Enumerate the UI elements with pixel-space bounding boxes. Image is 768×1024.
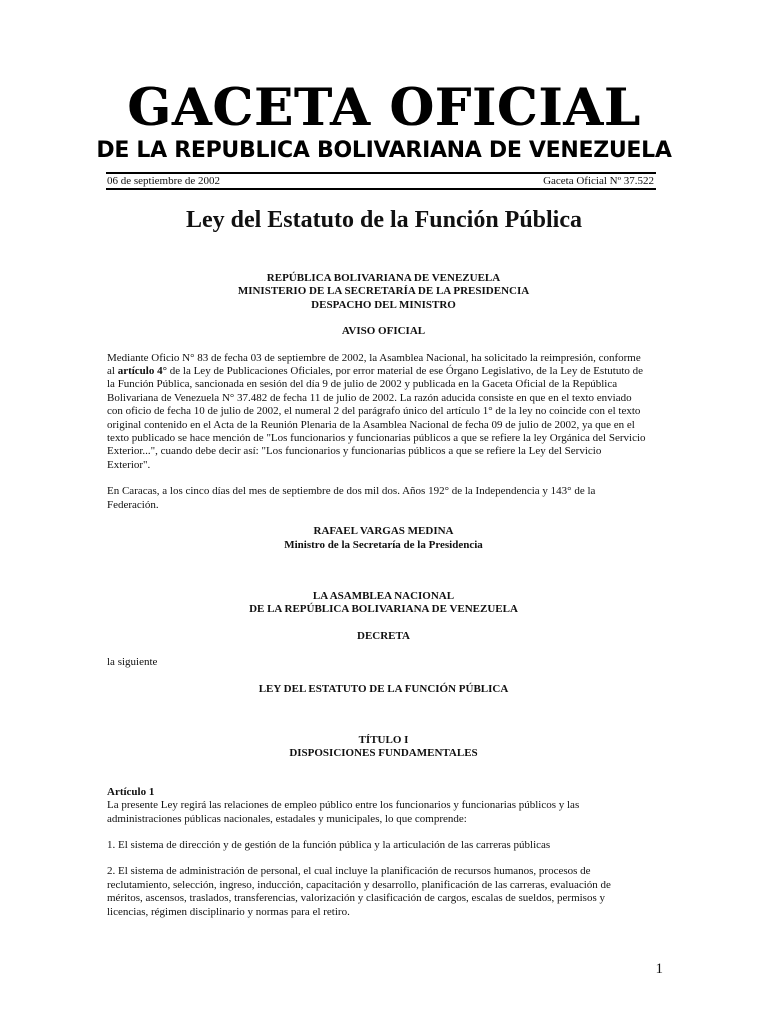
aviso-body-paragraph [107, 352, 660, 473]
header-rule-bottom [106, 188, 656, 190]
article-heading: Artículo 1 [107, 785, 155, 798]
paragraph-line: En Caracas, a los cinco días del mes de septiembre de dos mil dos. Años 192° de la Independencia y 143° de la [107, 485, 596, 498]
article-reference: artículo 4° [117, 365, 168, 378]
paragraph-line: administraciones públicas nacionales, estadales y municipales, lo que comprende: [107, 812, 467, 825]
article-item: 1. El sistema de dirección y de gestión de la función pública y la articulación de las carreras públicas [107, 838, 551, 851]
title-number: TÍTULO I [358, 733, 409, 746]
aviso-header-line: MINISTERIO DE LA SECRETARÍA DE LA PRESIDENCIA [237, 285, 530, 298]
paragraph-line: texto publicado se hace mención de "Los funcionarios y funcionarias públicos a que se refiere la ley Orgánica del Servicio [107, 432, 646, 445]
paragraph-line: 2. El sistema de administración de personal, el cual incluye la planificación de recursos humanos, procesos de [107, 865, 591, 878]
aviso-heading: AVISO OFICIAL [341, 325, 426, 338]
decree-law-name: LEY DEL ESTATUTO DE LA FUNCIÓN PÚBLICA [258, 682, 509, 695]
paragraph-line: original contenido en el Acta de la Reunión Plenaria de la Asamblea Nacional de fecha 09 de julio de 2002, ya que en el [107, 418, 635, 431]
masthead-title: GACETA OFICIAL [127, 78, 641, 138]
paragraph-line: méritos, ascensos, traslados, transferencias, valorización y clasificación de cargos, escalas de sueldos, permisos y [107, 892, 605, 905]
article-item [107, 865, 660, 919]
paragraph-line: con oficio de fecha 10 de julio de 2002, el numeral 2 del parágrafo único del artículo 1° de la ley no coincide con el texto [107, 405, 641, 418]
aviso-closing-paragraph [107, 485, 660, 512]
decree-issuer-line: DE LA REPÚBLICA BOLIVARIANA DE VENEZUELA [249, 603, 518, 616]
paragraph-line: La presente Ley regirá las relaciones de empleo público entre los funcionarios y funcionarias públicos y las [107, 799, 580, 812]
paragraph-line: Exterior". [107, 458, 151, 471]
issue-number: Gaceta Oficial Nº 37.522 [543, 175, 654, 187]
paragraph-line [107, 365, 660, 378]
paragraph-line: Exterior...", cuando debe decir así: "Los funcionarios y funcionarias públicos a que se refiere la Ley del Servicio [107, 445, 602, 458]
document-body [107, 272, 660, 919]
paragraph-line: licencias, régimen disciplinario y normas para el retiro. [107, 905, 350, 918]
paragraph-line: reclutamiento, selección, ingreso, inducción, capacitación y desarrollo, planificación de las carreras, evaluación de [107, 878, 611, 891]
aviso-header-line: REPÚBLICA BOLIVARIANA DE VENEZUELA [266, 272, 501, 284]
header-rule-top [106, 172, 656, 174]
decree-verb: DECRETA [357, 629, 410, 642]
paragraph-line: Bolivariana de Venezuela N° 37.482 de fecha 11 de julio de 2002. La razón aducida consiste en que en el texto enviado [107, 391, 632, 404]
law-title: Ley del Estatuto de la Función Pública [185, 207, 583, 233]
aviso-header-line: DESPACHO DEL MINISTRO [311, 298, 456, 311]
masthead-subtitle: DE LA REPUBLICA BOLIVARIANA DE VENEZUELA [96, 138, 672, 163]
title-name: DISPOSICIONES FUNDAMENTALES [289, 747, 478, 760]
line-rest: de la Ley de Publicaciones Oficiales, por error material de ese Órgano Legislativo, de la Ley de Estututo de [169, 365, 644, 378]
issue-date: 06 de septiembre de 2002 [107, 175, 221, 187]
signatory-title: Ministro de la Secretaría de la Presidencia [284, 538, 483, 551]
paragraph-line: la Función Pública, sancionada en sesión del día 9 de julio de 2002 y publicada en la Gaceta Oficial de la República [107, 378, 618, 391]
line-prefix: al [107, 365, 115, 378]
paragraph-line: Federación. [107, 498, 159, 511]
signatory-name: RAFAEL VARGAS MEDINA [313, 525, 454, 538]
article-intro-paragraph [107, 799, 660, 826]
decree-intro: la siguiente [107, 656, 158, 669]
page-number: 1 [655, 961, 663, 977]
paragraph-line: Mediante Oficio N° 83 de fecha 03 de septiembre de 2002, la Asamblea Nacional, ha solicitado la reimpresión, conforme [107, 351, 641, 364]
decree-issuer-line: LA ASAMBLEA NACIONAL [312, 589, 455, 602]
